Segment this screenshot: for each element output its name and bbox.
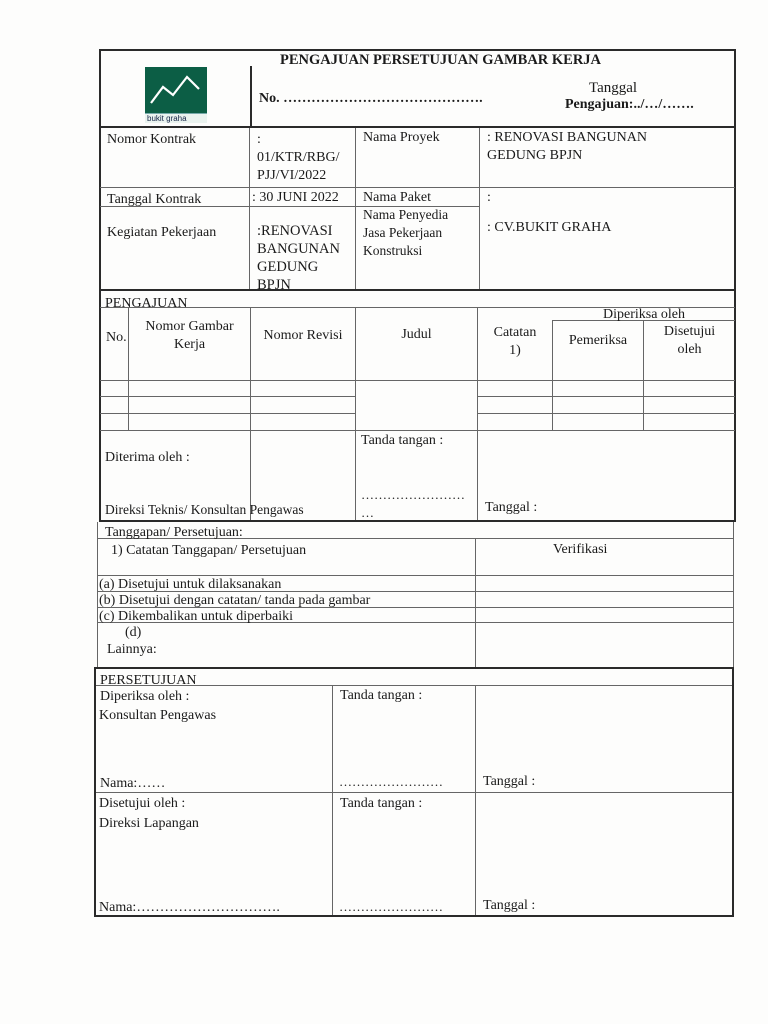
tanda-tangan-label: Tanda tangan : — [361, 433, 444, 448]
nama-2: Nama:…………………………. — [99, 900, 280, 915]
konsultan-pengawas-label: Konsultan Pengawas — [99, 708, 217, 723]
company-logo — [145, 67, 207, 123]
tanggal-2: Tanggal : — [483, 898, 536, 913]
document-number: No. ……………………………………. — [259, 91, 483, 106]
nomor-kontrak-label: Nomor Kontrak — [107, 132, 197, 147]
diterima-oleh-label: Diterima oleh : — [105, 450, 190, 465]
tanggal-label: Tanggal — [589, 80, 638, 96]
col-nomor-revisi: Nomor Revisi — [263, 328, 343, 343]
signature-dots-2: …………………… — [339, 899, 443, 914]
col-catatan: Catatan 1) — [493, 325, 537, 358]
diperiksa-oleh-header: Diperiksa oleh — [602, 307, 686, 322]
option-a: (a) Disetujui untuk dilaksanakan — [99, 577, 282, 592]
nama-paket-label: Nama Paket — [363, 190, 432, 205]
kegiatan-value: :RENOVASI BANGUNAN GEDUNG BPJN — [257, 223, 340, 293]
mountain-logo-icon — [145, 67, 207, 115]
option-b: (b) Disetujui dengan catatan/ tanda pada gambar — [99, 593, 371, 608]
diperiksa-oleh-label: Diperiksa oleh : — [100, 689, 190, 704]
nama-proyek-value: : RENOVASI BANGUNAN GEDUNG BPJN — [487, 130, 647, 163]
col-pemeriksa: Pemeriksa — [568, 333, 628, 348]
nama-paket-value: : — [487, 190, 491, 205]
kegiatan-label: Kegiatan Pekerjaan — [107, 225, 217, 240]
signature-dots: …………………… … — [361, 487, 465, 520]
pengajuan-date: Pengajuan:../…/……. — [565, 97, 694, 112]
tanda-tangan-2: Tanda tangan : — [340, 796, 423, 811]
tanggal-1: Tanggal : — [483, 774, 536, 789]
lainnya-label: Lainnya: — [107, 642, 157, 657]
option-d: (d) — [125, 625, 142, 640]
nomor-kontrak-value: : 01/KTR/RBG/ PJJ/VI/2022 — [257, 132, 340, 183]
nama-1: Nama:…… — [100, 776, 166, 791]
catatan-tanggapan: 1) Catatan Tanggapan/ Persetujuan — [111, 543, 307, 558]
signature-dots-1: …………………… — [339, 774, 443, 789]
verifikasi-label: Verifikasi — [553, 542, 608, 557]
tanggal-kontrak-label: Tanggal Kontrak — [107, 192, 202, 207]
col-disetujui: Disetujui oleh — [663, 324, 716, 357]
direksi-lapangan-label: Direksi Lapangan — [99, 816, 199, 831]
pengajuan-section-label: PENGAJUAN — [105, 296, 188, 311]
persetujuan-section-label: PERSETUJUAN — [100, 673, 197, 688]
tanggal-field: Tanggal : — [485, 500, 538, 515]
penyedia-label: Nama Penyedia Jasa Pekerjaan Konstruksi — [363, 207, 449, 258]
option-c: (c) Dikembalikan untuk diperbaiki — [99, 609, 293, 624]
col-no: No. — [106, 330, 127, 345]
tanggapan-heading: Tanggapan/ Persetujuan: — [105, 525, 243, 540]
logo-text: bukit graha — [147, 114, 187, 123]
tanggal-kontrak-value: : 30 JUNI 2022 — [252, 190, 339, 205]
col-judul: Judul — [401, 327, 432, 342]
penyedia-value: : CV.BUKIT GRAHA — [487, 220, 612, 235]
nama-proyek-label: Nama Proyek — [363, 130, 440, 145]
form-title: PENGAJUAN PERSETUJUAN GAMBAR KERJA — [280, 52, 602, 68]
disetujui-oleh-label: Disetujui oleh : — [99, 796, 186, 811]
tanda-tangan-1: Tanda tangan : — [340, 688, 423, 703]
col-nomor-gambar: Nomor Gambar Kerja — [145, 319, 234, 352]
direksi-teknis-label: Direksi Teknis/ Konsultan Pengawas — [105, 502, 304, 517]
